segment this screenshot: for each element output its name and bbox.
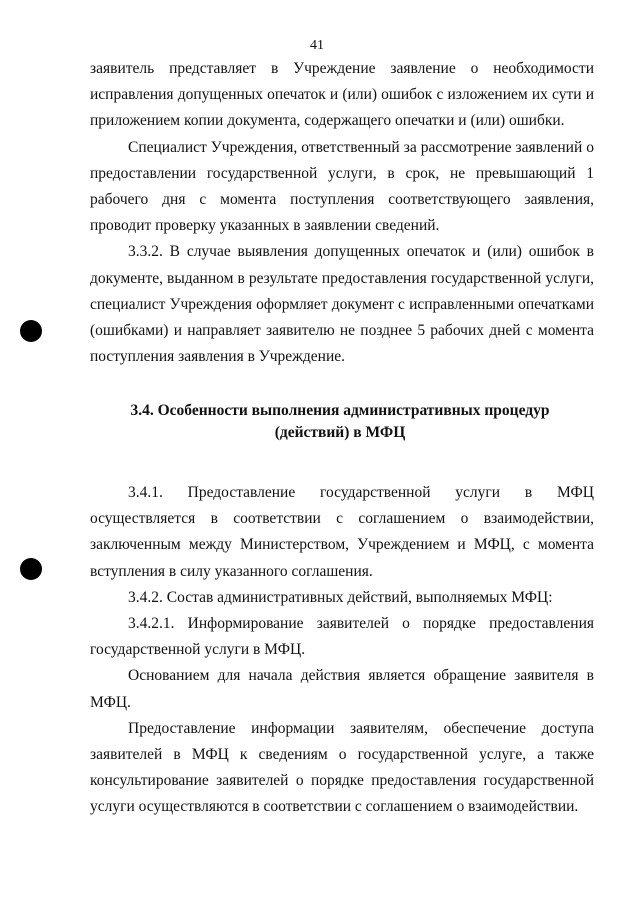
section-heading-line-1: 3.4. Особенности выполнения административных процедур — [130, 402, 550, 419]
paragraph: 3.4.2.1. Информирование заявителей о порядке предоставления государственной услуги в МФЦ. — [90, 615, 594, 659]
paragraph: Предоставление информации заявителям, обеспечение доступа заявителей в МФЦ к сведениям о государственной услуге, а также консультирование заявителей о порядке предоставления государственной услуги осуществляются в соответствии с соглашением о взаимодействии. — [90, 719, 594, 816]
text-block-top — [90, 56, 594, 370]
page-number: 41 — [310, 38, 324, 53]
paragraph: 3.4.2. Состав административных действий, выполняемых МФЦ: — [128, 588, 553, 606]
section-heading — [100, 400, 580, 444]
punch-hole-bottom — [20, 558, 42, 580]
section-heading-line-2: (действий) в МФЦ — [274, 424, 406, 441]
punch-hole-top — [20, 320, 42, 342]
paragraph: Основанием для начала действия является обращение заявителя в МФЦ. — [90, 667, 594, 711]
paragraph: заявитель представляет в Учреждение заявление о необходимости исправления допущенных опечаток и (или) ошибок с изложением их сути и приложением копии документа, содержащего опечатки и (или) ошибки. — [90, 60, 594, 130]
paragraph: Специалист Учреждения, ответственный за рассмотрение заявлений о предоставлении государственной услуги, в срок, не превышающий 1 рабочего дня с момента поступления соответствующего заявления, проводит проверку указанных в заявлении сведений. — [90, 138, 594, 235]
paragraph: 3.3.2. В случае выявления допущенных опечаток и (или) ошибок в документе, выданном в результате предоставления государственной услуги, специалист Учреждения оформляет документ с исправленными опечатками (ошибками) и направляет заявителю не позднее 5 рабочих дней с момента поступления заявления в Учреждение. — [90, 243, 594, 366]
text-block-bottom — [90, 480, 594, 821]
paragraph: 3.4.1. Предоставление государственной услуги в МФЦ осуществляется в соответствии с соглашением о взаимодействии, заключенным между Министерством, Учреждением и МФЦ, с момента вступления в силу указанного соглашения. — [90, 484, 594, 580]
